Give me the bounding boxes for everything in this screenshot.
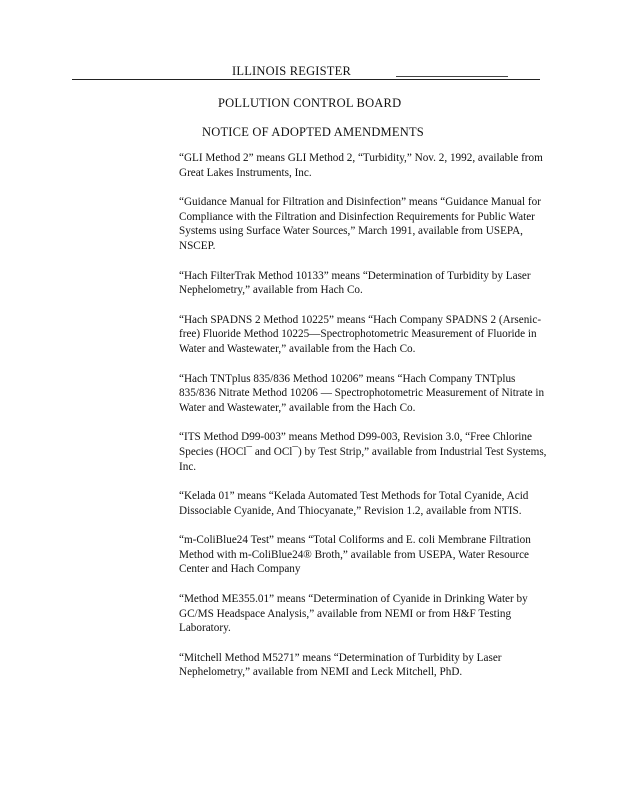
definition-mitchell-method: “Mitchell Method M5271” means “Determination of Turbidity by Laser Nephelometry,” available from NEMI and Leck Mitchell, PhD. — [179, 651, 502, 679]
definition-its-method: “ITS Method D99-003” means Method D99-003, Revision 3.0, “Free Chlorine Species (HOCl¯ and OCl¯) by Test Strip,” available from Industrial Test Systems, Inc. — [179, 431, 547, 473]
register-title: ILLINOIS REGISTER — [232, 64, 352, 78]
definition-kelada-01: “Kelada 01” means “Kelada Automated Test Methods for Total Cyanide, Acid Dissociable Cyanide, And Thiocyanate,” Revision 1.2, available from NTIS. — [179, 490, 529, 517]
definition-hach-filtertrak: “Hach FilterTrak Method 10133” means “Determination of Turbidity by Laser Nephelometry,” available from Hach Co. — [179, 269, 531, 297]
notice-heading: NOTICE OF ADOPTED AMENDMENTS — [202, 125, 424, 139]
definition-method-me355: “Method ME355.01” means “Determination of Cyanide in Drinking Water by GC/MS Headspace Analysis,” available from NEMI or from H&F Testing Laboratory. — [179, 593, 528, 635]
header-rule — [72, 79, 540, 80]
definition-guidance-manual: “Guidance Manual for Filtration and Disinfection” means “Guidance Manual for Compliance with the Filtration and Disinfection Requirements for Public Water Systems using Surface Water Sources,” March 1991, available from USEPA, NSCEP. — [179, 196, 541, 252]
board-heading: POLLUTION CONTROL BOARD — [218, 96, 402, 110]
definition-hach-tntplus: “Hach TNTplus 835/836 Method 10206” means “Hach Company TNTplus 835/836 Nitrate Method 10206 — Spectrophotometric Measurement of Nitrate in Water and Wastewater,” available from the Hach Co. — [179, 372, 545, 414]
definition-hach-spadns-2: “Hach SPADNS 2 Method 10225” means “Hach Company SPADNS 2 (Arsenic-free) Fluoride Method 10225—Spectrophotometric Measurement of Fluoride in Water and Wastewater,” available from the Hach Co. — [179, 313, 542, 355]
definitions-list — [179, 151, 547, 695]
definition-m-coliblue24: “m-ColiBlue24 Test” means “Total Coliforms and E. coli Membrane Filtration Method with m-ColiBlue24® Broth,” available from USEPA, Water Resource Center and Hach Company — [179, 534, 531, 576]
header-rule-mark — [396, 76, 508, 77]
definition-gli-method-2: “GLI Method 2” means GLI Method 2, “Turbidity,” Nov. 2, 1992, available from Great Lakes Instruments, Inc. — [179, 152, 543, 179]
